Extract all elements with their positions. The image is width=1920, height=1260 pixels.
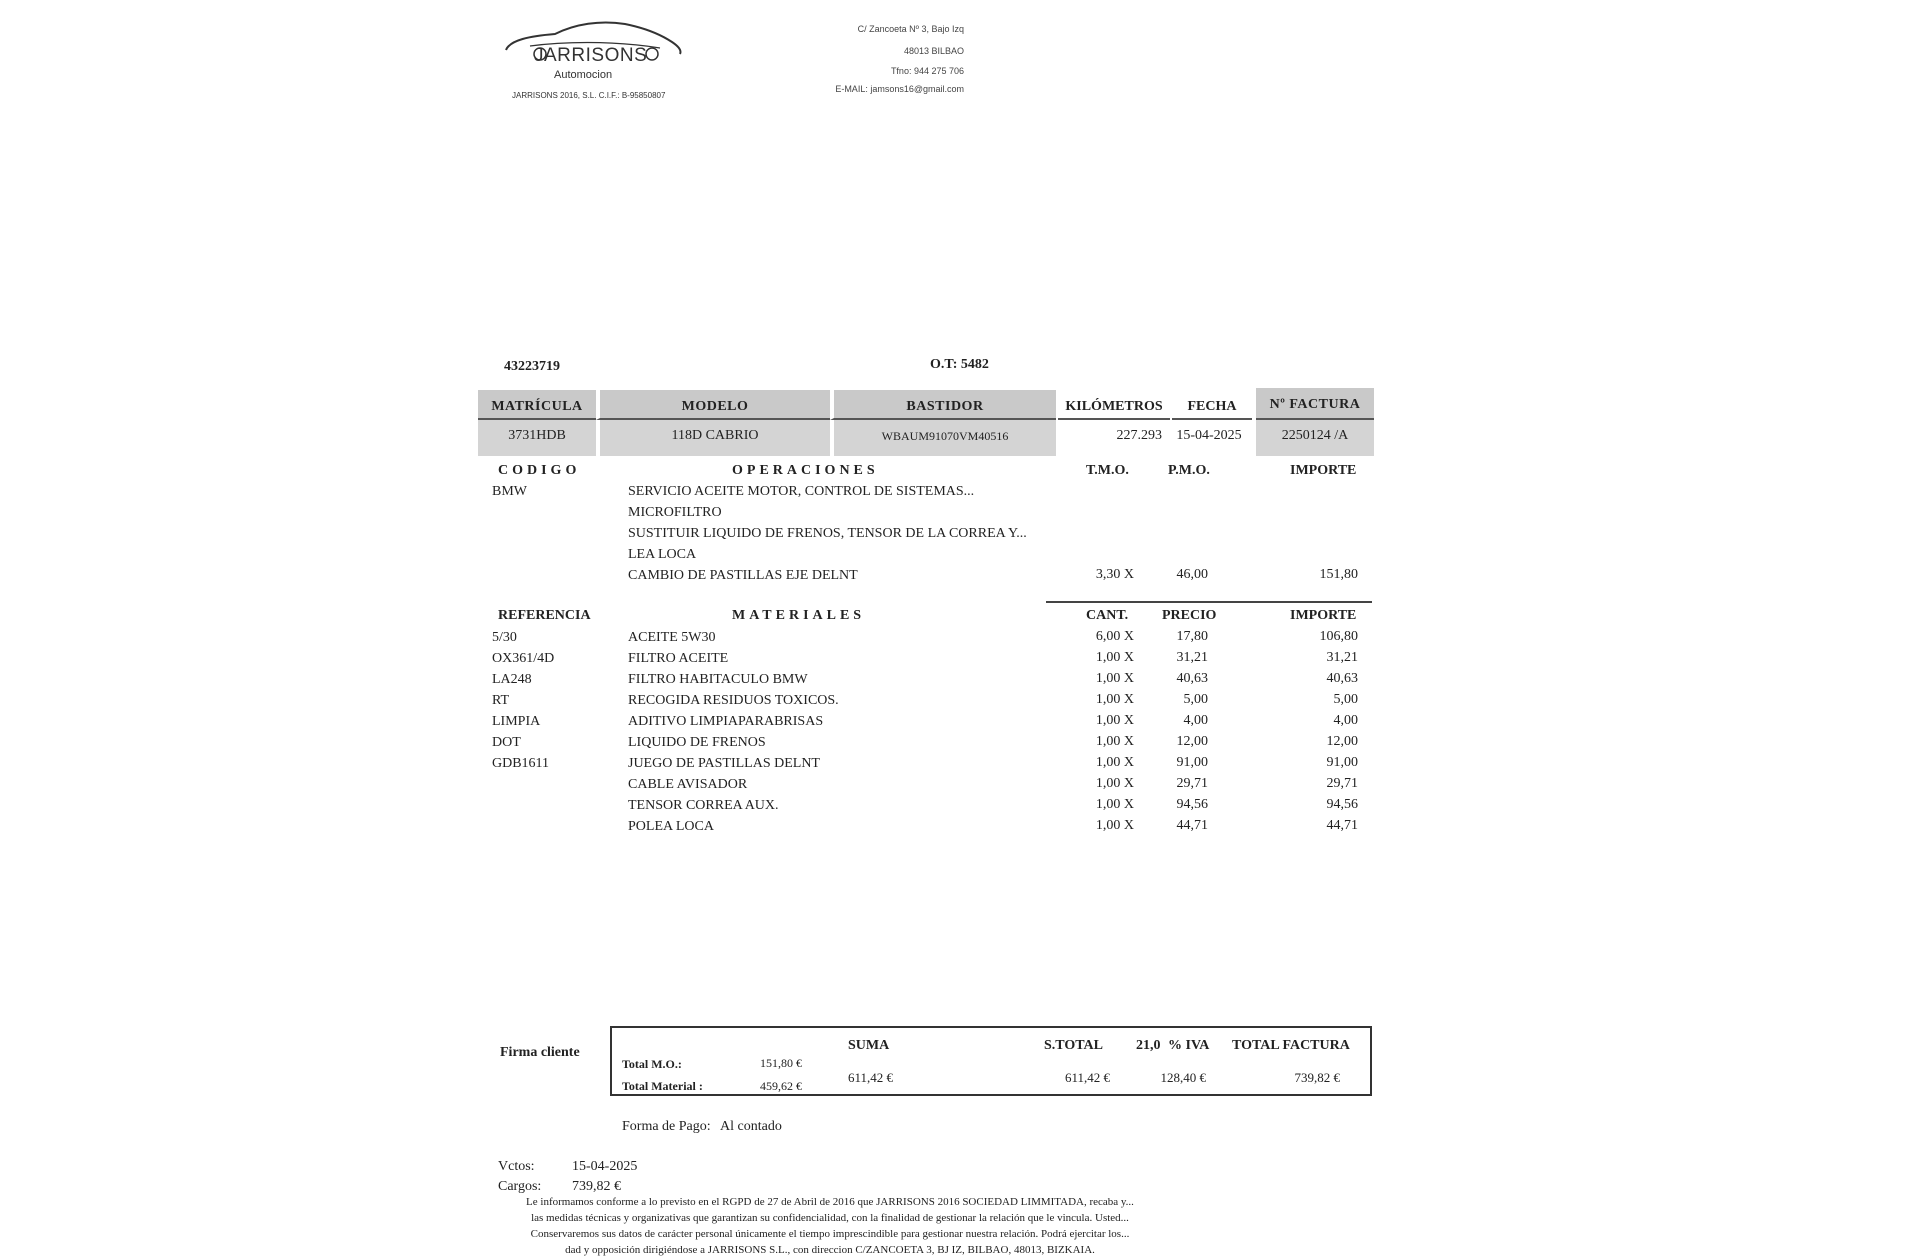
legal-notice-line: Le informamos conforme a lo previsto en el RGPD de 27 de Abril de 2016 que JARRISONS 2016 SOCIEDAD LIMMITADA, recaba y... <box>526 1196 1134 1208</box>
material-desc: POLEA LOCA <box>628 819 714 834</box>
material-amount: 31,21 <box>1326 650 1358 665</box>
material-price: 31,21 <box>1176 650 1208 665</box>
material-price: 94,56 <box>1176 797 1208 812</box>
material-ref: GDB1611 <box>492 756 550 771</box>
material-desc: FILTRO ACEITE <box>628 651 729 666</box>
labor-total-label: Total M.O.: <box>622 1057 682 1071</box>
value-bastidor: WBAUM91070VM40516 <box>830 420 1056 456</box>
labor-total-value: 151,80 € <box>760 1056 802 1070</box>
legal-notice-line: Conservaremos sus datos de carácter personal únicamente el tiempo imprescindible para gestionar nuestra relación. Podrá ejercitar los... <box>530 1228 1130 1240</box>
materials-header: MATERIALES <box>732 608 866 623</box>
legal-notice-line: dad y opposición dirigiéndose a JARRISONS S.L., con direccion C/ZANCOETA 3, BJ IZ, BILBAO, 48013, BIZKAIA. <box>565 1244 1095 1256</box>
material-amount: 40,63 <box>1326 671 1358 686</box>
material-desc: CABLE AVISADOR <box>628 777 748 792</box>
company-logo-name: JARRISONS <box>534 45 648 66</box>
materials-amount-header: IMPORTE <box>1290 608 1357 623</box>
material-amount: 106,80 <box>1319 629 1358 644</box>
material-qty: 1,00 X <box>1095 797 1134 812</box>
operation-line: CAMBIO DE PASTILLAS EJE DELNT <box>628 568 858 583</box>
material-qty: 1,00 X <box>1095 776 1134 791</box>
company-cif: JARRISONS 2016, S.L. C.I.F.: B-95850807 <box>512 91 666 100</box>
material-qty: 1,00 X <box>1095 818 1134 833</box>
value-matricula: 3731HDB <box>478 420 596 456</box>
operation-pmo: 46,00 <box>1176 567 1208 582</box>
material-price: 40,63 <box>1176 671 1208 686</box>
iva-value: 128,40 € <box>1160 1070 1206 1085</box>
work-order-number: O.T: 5482 <box>930 357 989 372</box>
header-bastidor: BASTIDOR <box>830 390 1056 420</box>
payment-method-label: Forma de Pago: <box>622 1119 711 1134</box>
header-kilometros: KILÓMETROS <box>1058 390 1170 420</box>
material-price: 29,71 <box>1176 776 1208 791</box>
material-desc: RECOGIDA RESIDUOS TOXICOS. <box>628 693 839 708</box>
address-street: C/ Zancoeta Nº 3, Bajo Izq <box>857 24 964 34</box>
material-desc: ACEITE 5W30 <box>628 630 716 645</box>
totals-box <box>610 1026 1372 1096</box>
address-phone: Tfno: 944 275 706 <box>890 66 964 76</box>
client-id: 43223719 <box>504 359 560 374</box>
operation-amount: 151,80 <box>1319 567 1358 582</box>
material-desc: FILTRO HABITACULO BMW <box>628 672 808 687</box>
due-date: 15-04-2025 <box>572 1159 638 1174</box>
material-desc: ADITIVO LIMPIAPARABRISAS <box>628 714 824 729</box>
material-desc: LIQUIDO DE FRENOS <box>628 735 766 750</box>
operation-line: LEA LOCA <box>628 547 697 562</box>
stotal-label: S.TOTAL <box>1044 1038 1104 1053</box>
qty-header: CANT. <box>1086 608 1129 623</box>
operation-line: SERVICIO ACEITE MOTOR, CONTROL DE SISTEMAS... <box>628 484 975 499</box>
material-amount: 5,00 <box>1333 692 1358 707</box>
material-amount: 4,00 <box>1333 713 1358 728</box>
material-price: 91,00 <box>1176 755 1208 770</box>
address-city: 48013 BILBAO <box>903 46 964 56</box>
material-total-value: 459,62 € <box>760 1079 802 1093</box>
header-factura: Nº FACTURA <box>1256 388 1374 420</box>
suma-value: 611,42 € <box>848 1070 894 1085</box>
material-qty: 1,00 X <box>1095 692 1134 707</box>
total-invoice-value: 739,82 € <box>1294 1070 1340 1085</box>
material-ref: OX361/4D <box>492 651 555 666</box>
material-amount: 44,71 <box>1326 818 1358 833</box>
material-qty: 1,00 X <box>1095 671 1134 686</box>
material-ref: LIMPIA <box>492 714 541 729</box>
material-qty: 1,00 X <box>1095 734 1134 749</box>
material-qty: 1,00 X <box>1095 713 1134 728</box>
material-qty: 1,00 X <box>1095 755 1134 770</box>
material-price: 17,80 <box>1176 629 1208 644</box>
material-ref: 5/30 <box>492 630 517 645</box>
address-email: E-MAIL: jamsons16@gmail.com <box>835 84 964 94</box>
payment-method: Al contado <box>720 1119 782 1134</box>
operations-amount-header: IMPORTE <box>1290 463 1357 478</box>
company-logo <box>500 18 685 80</box>
company-logo-subtitle: Automocion <box>554 69 613 81</box>
legal-notice-line: las medidas técnicas y organizativas que garantizan su confidencialidad, con la finalidad de gestionar la relación que le vincula. Usted... <box>531 1212 1129 1224</box>
charges-value: 739,82 € <box>572 1179 621 1194</box>
iva-rate: 21,0 <box>1136 1038 1161 1053</box>
value-factura: 2250124 /A <box>1256 420 1374 456</box>
due-label: Vctos: <box>498 1159 535 1174</box>
value-fecha: 15-04-2025 <box>1176 428 1242 443</box>
material-desc: TENSOR CORREA AUX. <box>628 798 779 813</box>
operation-tmo: 3,30 X <box>1095 567 1134 582</box>
value-modelo: 118D CABRIO <box>596 420 830 456</box>
stotal-value: 611,42 € <box>1064 1070 1110 1085</box>
operation-line: SUSTITUIR LIQUIDO DE FRENOS, TENSOR DE LA CORREA Y... <box>628 526 1027 541</box>
operations-code-header: CODIGO <box>498 463 581 478</box>
material-amount: 94,56 <box>1326 797 1358 812</box>
material-qty: 6,00 X <box>1095 629 1134 644</box>
header-matricula: MATRÍCULA <box>478 390 596 420</box>
total-invoice-label: TOTAL FACTURA <box>1232 1038 1350 1053</box>
material-ref: DOT <box>492 735 521 750</box>
iva-label: % IVA <box>1168 1038 1210 1053</box>
suma-label: SUMA <box>848 1038 890 1053</box>
charges-label: Cargos: <box>498 1179 542 1194</box>
material-price: 12,00 <box>1176 734 1208 749</box>
operation-line: MICROFILTRO <box>628 505 722 520</box>
value-kilometros: 227.293 <box>1116 428 1162 443</box>
material-amount: 12,00 <box>1326 734 1358 749</box>
material-desc: JUEGO DE PASTILLAS DELNT <box>628 756 820 771</box>
material-total-label: Total Material : <box>622 1079 703 1093</box>
operations-header: OPERACIONES <box>732 463 879 478</box>
reference-header: REFERENCIA <box>498 608 591 623</box>
material-price: 5,00 <box>1183 692 1208 707</box>
material-ref: RT <box>492 693 510 708</box>
material-qty: 1,00 X <box>1095 650 1134 665</box>
signature-label: Firma cliente <box>500 1045 580 1060</box>
header-modelo: MODELO <box>596 390 830 420</box>
operation-code: BMW <box>492 484 527 499</box>
materials-rule <box>1046 601 1372 603</box>
material-ref: LA248 <box>492 672 532 687</box>
tmo-header: T.M.O. <box>1086 463 1129 478</box>
pmo-header: P.M.O. <box>1168 463 1210 478</box>
header-fecha: FECHA <box>1172 390 1252 420</box>
price-header: PRECIO <box>1162 608 1217 623</box>
material-price: 4,00 <box>1183 713 1208 728</box>
material-amount: 29,71 <box>1326 776 1358 791</box>
material-amount: 91,00 <box>1326 755 1358 770</box>
material-price: 44,71 <box>1176 818 1208 833</box>
